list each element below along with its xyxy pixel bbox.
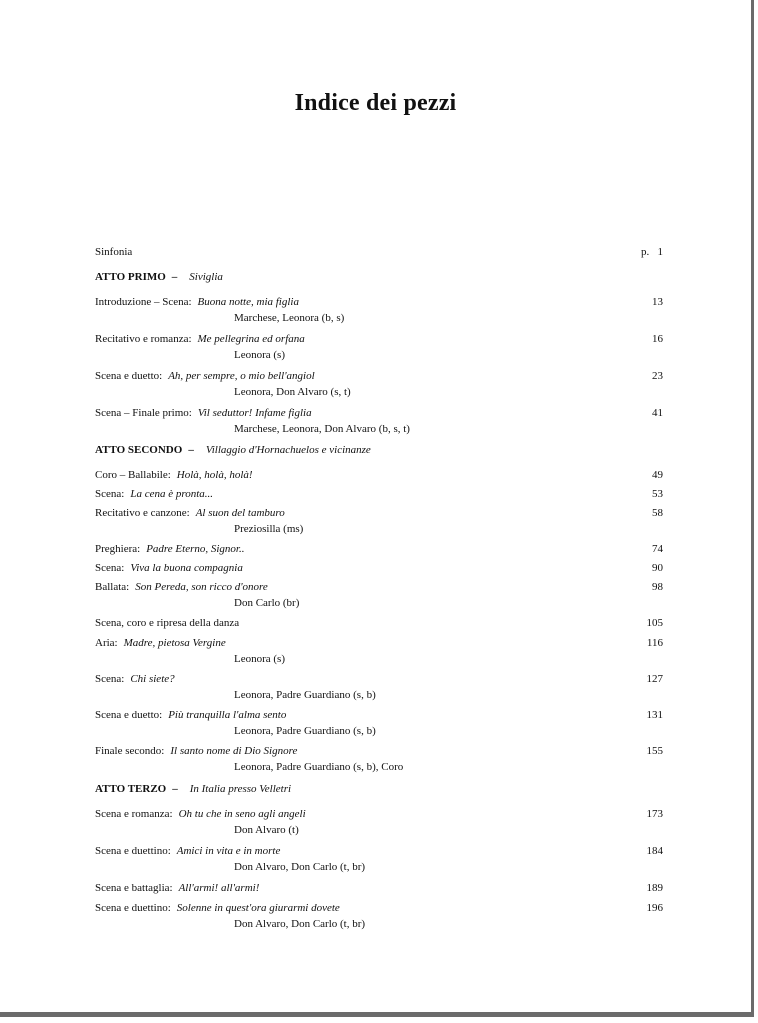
act-label: ATTO SECONDO <box>95 444 183 456</box>
entry-incipit: Madre, pietosa Vergine <box>123 637 226 649</box>
entry-page: 13 <box>652 296 663 308</box>
entry-page: 90 <box>652 562 663 574</box>
toc-entry <box>95 843 663 875</box>
entry-performers: Leonora, Padre Guardiano (s, b) <box>234 725 376 737</box>
toc-entry <box>95 635 663 667</box>
toc-entry <box>95 806 663 838</box>
act-dash: – <box>172 783 178 795</box>
entry-label: Scena – Finale primo: <box>95 407 192 419</box>
entry-label: Preghiera: <box>95 543 141 555</box>
act-label: ATTO TERZO <box>95 783 167 795</box>
entry-page: 127 <box>646 673 663 685</box>
entry-incipit: Amici in vita e in morte <box>176 845 281 857</box>
entry-page: 23 <box>652 370 663 382</box>
entry-label: Recitativo e romanza: <box>95 333 192 345</box>
act-place: Siviglia <box>189 271 223 283</box>
entry-label: Scena e duetto: <box>95 709 163 721</box>
entry-label: Scena e duetto: <box>95 370 163 382</box>
act-label: ATTO PRIMO <box>95 271 166 283</box>
entry-performers: Leonora (s) <box>234 349 286 361</box>
act-heading-secondo <box>95 442 663 458</box>
entry-label: Scena e duettino: <box>95 902 171 914</box>
entry-incipit: Me pellegrina ed orfana <box>197 333 305 345</box>
entry-label: Scena: <box>95 562 125 574</box>
act-place: In Italia presso Velletri <box>189 783 292 795</box>
act-place: Villaggio d'Hornachuelos e vicinanze <box>205 444 371 456</box>
entry-performers: Leonora, Don Alvaro (s, t) <box>234 386 351 398</box>
entry-label: Scena: <box>95 488 125 500</box>
entry-performers: Preziosilla (ms) <box>234 523 304 535</box>
toc-entry <box>95 743 663 775</box>
entry-performers: Leonora, Padre Guardiano (s, b), Coro <box>234 761 404 773</box>
entry-label: Coro – Ballabile: <box>95 469 171 481</box>
entry-incipit: Al suon del tamburo <box>195 507 285 519</box>
entry-label: Introduzione – Scena: <box>95 296 192 308</box>
entry-performers: Don Alvaro, Don Carlo (t, br) <box>234 918 366 930</box>
toc-entry <box>95 707 663 739</box>
act-dash: – <box>171 271 178 283</box>
entry-incipit: Più tranquilla l'alma sento <box>168 709 287 721</box>
entry-page: 98 <box>652 581 663 593</box>
entry-performers: Leonora, Padre Guardiano (s, b) <box>234 689 376 701</box>
entry-page: 74 <box>652 543 663 555</box>
toc-entry <box>95 560 663 576</box>
entry-incipit: Oh tu che in seno agli angeli <box>178 808 306 820</box>
act-heading-primo <box>95 269 663 285</box>
entry-label: Sinfonia <box>95 246 133 258</box>
act-dash: – <box>188 444 194 456</box>
entry-incipit: Son Pereda, son ricco d'onore <box>135 581 268 593</box>
entry-page: 58 <box>652 507 663 519</box>
entry-page: 49 <box>652 469 663 481</box>
entry-page: 105 <box>646 617 663 629</box>
entry-page: 53 <box>652 488 663 500</box>
entry-label: Scena e battaglia: <box>95 882 173 894</box>
toc-entry <box>95 467 663 483</box>
toc-entry <box>95 541 663 557</box>
entry-incipit: La cena è pronta... <box>130 488 214 500</box>
entry-page: 16 <box>652 333 663 345</box>
entry-page: 155 <box>646 745 663 757</box>
toc-entry <box>95 294 663 326</box>
toc-entry <box>95 900 663 932</box>
toc-entry <box>95 486 663 502</box>
entry-page: 116 <box>646 637 663 649</box>
toc-entry <box>95 615 663 631</box>
entry-incipit: All'armi! all'armi! <box>178 882 260 894</box>
entry-performers: Don Carlo (br) <box>234 597 300 609</box>
entry-label: Recitativo e canzone: <box>95 507 190 519</box>
toc-entry-sinfonia <box>95 244 663 260</box>
act-heading-terzo <box>95 781 663 797</box>
entry-label: Scena e duettino: <box>95 845 171 857</box>
toc-entry <box>95 579 663 611</box>
entry-incipit: Padre Eterno, Signor.. <box>146 543 245 555</box>
entry-incipit: Il santo nome di Dio Signore <box>170 745 298 757</box>
toc-entry <box>95 505 663 537</box>
entry-performers: Marchese, Leonora (b, s) <box>234 312 345 324</box>
entry-performers: Marchese, Leonora, Don Alvaro (b, s, t) <box>234 423 410 435</box>
entry-page: 184 <box>646 845 663 857</box>
entry-label: Scena e romanza: <box>95 808 173 820</box>
entry-performers: Don Alvaro (t) <box>234 824 299 836</box>
entry-page: 131 <box>646 709 663 721</box>
toc-entry <box>95 405 663 437</box>
toc-entry <box>95 671 663 703</box>
entry-performers: Leonora (s) <box>234 653 286 665</box>
entry-performers: Don Alvaro, Don Carlo (t, br) <box>234 861 366 873</box>
entry-label: Finale secondo: <box>95 745 165 757</box>
entry-page: 196 <box>646 902 663 914</box>
entry-incipit: Holà, holà, holà! <box>176 469 253 481</box>
page-title: Indice dei pezzi <box>294 90 457 116</box>
toc-entry <box>95 331 663 363</box>
entry-incipit: Chi siete? <box>130 673 175 685</box>
table-of-contents <box>95 244 663 932</box>
entry-incipit: Viva la buona compagnia <box>130 562 243 574</box>
entry-page: 41 <box>652 407 663 419</box>
entry-incipit: Ah, per sempre, o mio bell'angiol <box>168 370 315 382</box>
toc-entry <box>95 880 663 896</box>
entry-page: 189 <box>646 882 663 894</box>
entry-label: Ballata: <box>95 581 130 593</box>
entry-incipit: Solenne in quest'ora giurarmi dovete <box>176 902 340 914</box>
entry-label: Scena, coro e ripresa della danza <box>95 617 240 629</box>
entry-incipit: Vil seduttor! Infame figlia <box>197 407 312 419</box>
entry-label: Scena: <box>95 673 125 685</box>
entry-incipit: Buona notte, mia figlia <box>197 296 299 308</box>
toc-entry <box>95 368 663 400</box>
entry-page: p. 1 <box>641 246 663 258</box>
entry-page: 173 <box>646 808 663 820</box>
entry-label: Aria: <box>95 637 118 649</box>
